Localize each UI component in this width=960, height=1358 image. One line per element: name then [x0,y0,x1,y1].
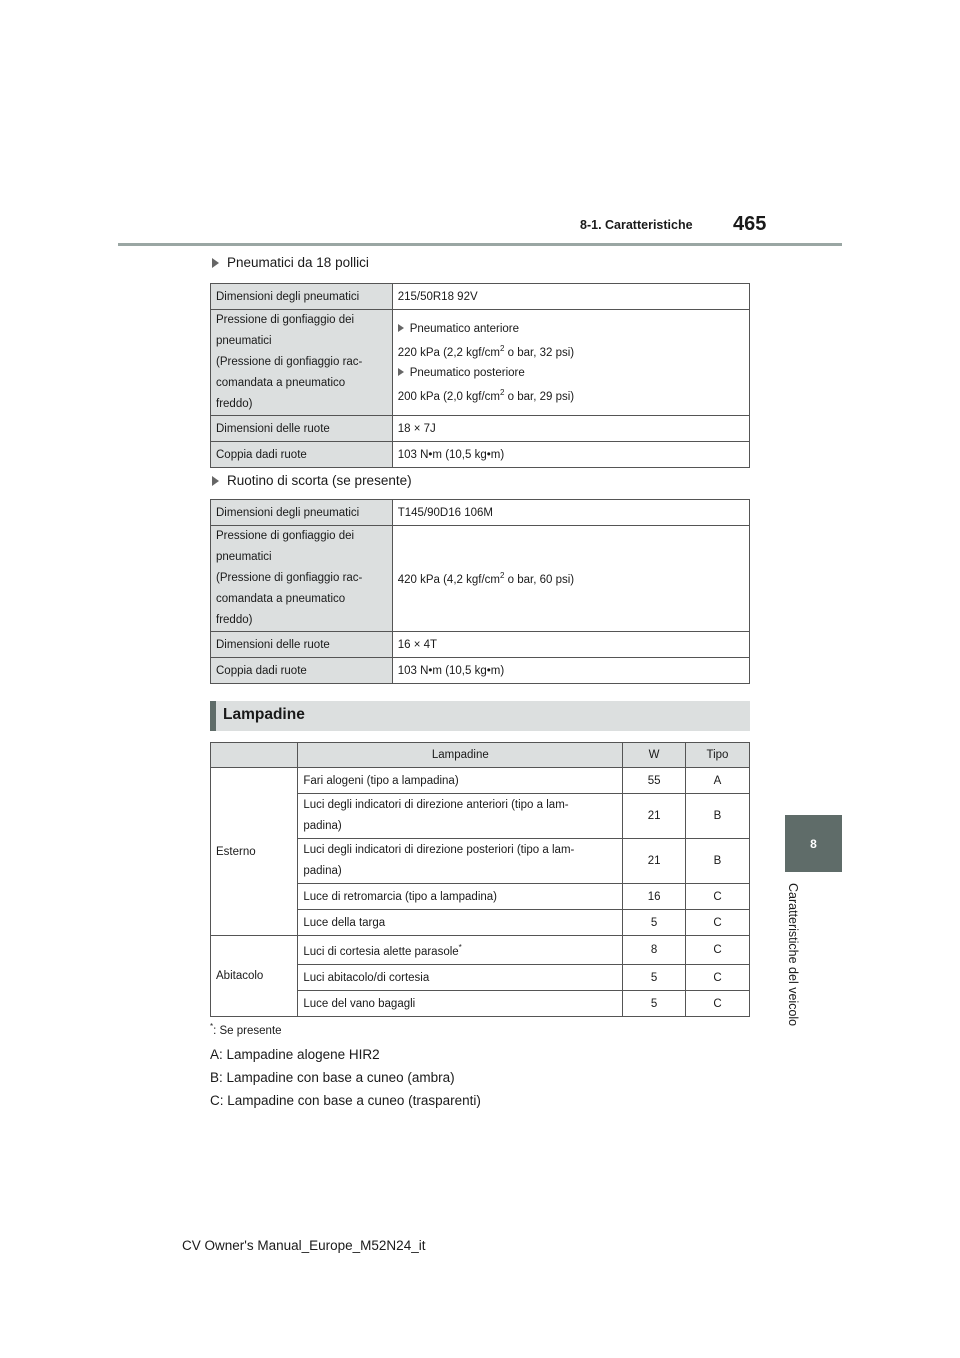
table-row [211,936,750,965]
bulbs-table [210,742,750,1017]
bulb-name: Fari alogeni (tipo a lampadina) [298,768,623,794]
bulb-type: C [685,910,749,936]
table-header-row [211,743,750,768]
spec-value: 18 × 7J [392,416,749,442]
tyres-18-heading: Pneumatici da 18 pollici [212,255,369,270]
spec-label: Pressione di gonfiaggio dei pneumatici (Pressione di gonfiaggio rac- comandata a pneumatico freddo) [211,310,393,416]
bulb-watt: 16 [623,884,686,910]
spare-wheel-heading: Ruotino di scorta (se presente) [212,473,412,488]
bulb-name: Luci di cortesia alette parasole* [298,936,623,965]
chapter-title-vertical [786,883,806,1043]
footnote: *: Se presente [210,1022,282,1037]
legend-item: A: Lampadine alogene HIR2 [210,1047,380,1062]
triangle-bullet-icon [212,476,219,486]
spec-value: 103 N•m (10,5 kg•m) [392,658,749,684]
front-tyre-label: Pneumatico anteriore [398,319,749,339]
bulb-type: C [685,884,749,910]
heading-accent-bar [210,701,216,731]
spec-label: Pressione di gonfiaggio dei pneumatici (Pressione di gonfiaggio rac- comandata a pneumatico freddo) [211,526,393,632]
triangle-bullet-icon [398,368,404,376]
bulb-watt: 21 [623,794,686,839]
column-header: W [623,743,686,768]
triangle-bullet-icon [398,324,404,332]
front-tyre-pressure: 220 kPa (2,2 kgf/$cm^2$ o bar, 32 psi) [397,343,575,359]
spec-value: T145/90D16 106M [392,500,749,526]
footnote-asterisk: * [458,942,462,952]
section-title: 8-1. Caratteristiche [580,218,693,232]
spec-label: Dimensioni degli pneumatici [211,284,393,310]
spec-label: Dimensioni degli pneumatici [211,500,393,526]
chapter-title: Caratteristiche del veicolo [786,883,800,1027]
page-number: 465 [733,213,767,235]
chapter-tab [785,815,842,872]
spec-label: Dimensioni delle ruote [211,416,393,442]
rear-tyre-label: Pneumatico posteriore [398,363,749,383]
bulb-watt: 5 [623,965,686,991]
group-label: Esterno [211,768,298,936]
table-row [211,310,750,416]
column-header: Lampadine [298,743,623,768]
bulb-name: Luci degli indicatori di direzione anteriori (tipo a lam- padina) [298,794,623,839]
table-row [211,442,750,468]
column-header: Tipo [685,743,749,768]
manual-id: CV Owner's Manual_Europe_M52N24_it [182,1238,426,1253]
spec-value: 103 N•m (10,5 kg•m) [392,442,749,468]
bulb-name: Luce del vano bagagli [298,991,623,1017]
spare-wheel-table [210,499,750,684]
table-row [211,526,750,632]
table-row [211,658,750,684]
rear-tyre-pressure: 200 kPa (2,0 kgf/$cm^2$ o bar, 29 psi) [397,387,575,403]
bulb-name: Luci degli indicatori di direzione posteriori (tipo a lam- padina) [298,839,623,884]
bulb-name: Luci abitacolo/di cortesia [298,965,623,991]
group-label: Abitacolo [211,936,298,1017]
table-row [211,416,750,442]
spec-value: 215/50R18 92V [392,284,749,310]
bulb-type: C [685,936,749,965]
tyres-18-table [210,283,750,468]
bulb-watt: 55 [623,768,686,794]
header-rule [118,243,842,246]
spec-label: Coppia dadi ruote [211,658,393,684]
legend-item: C: Lampadine con base a cuneo (trasparenti) [210,1093,481,1108]
bulb-type: B [685,839,749,884]
table-row [211,500,750,526]
bulb-type: A [685,768,749,794]
bulbs-section-heading: Lampadine [210,701,750,731]
bulb-watt: 5 [623,910,686,936]
bulb-watt: 21 [623,839,686,884]
column-header [211,743,298,768]
spec-value: 420 kPa (4,2 kgf/$cm^2$ o bar, 60 psi) [392,526,749,632]
spec-label: Coppia dadi ruote [211,442,393,468]
bulb-watt: 8 [623,936,686,965]
triangle-bullet-icon [212,258,219,268]
bulb-type: C [685,991,749,1017]
spec-label: Dimensioni delle ruote [211,632,393,658]
legend-item: B: Lampadine con base a cuneo (ambra) [210,1070,455,1085]
table-row [211,284,750,310]
table-row [211,768,750,794]
bulb-watt: 5 [623,991,686,1017]
table-row [211,632,750,658]
bulb-name: Luce di retromarcia (tipo a lampadina) [298,884,623,910]
chapter-number: 8 [810,836,817,851]
bulb-name: Luce della targa [298,910,623,936]
spec-value: 16 × 4T [392,632,749,658]
bulb-type: B [685,794,749,839]
bulb-type: C [685,965,749,991]
spec-value [392,310,749,416]
